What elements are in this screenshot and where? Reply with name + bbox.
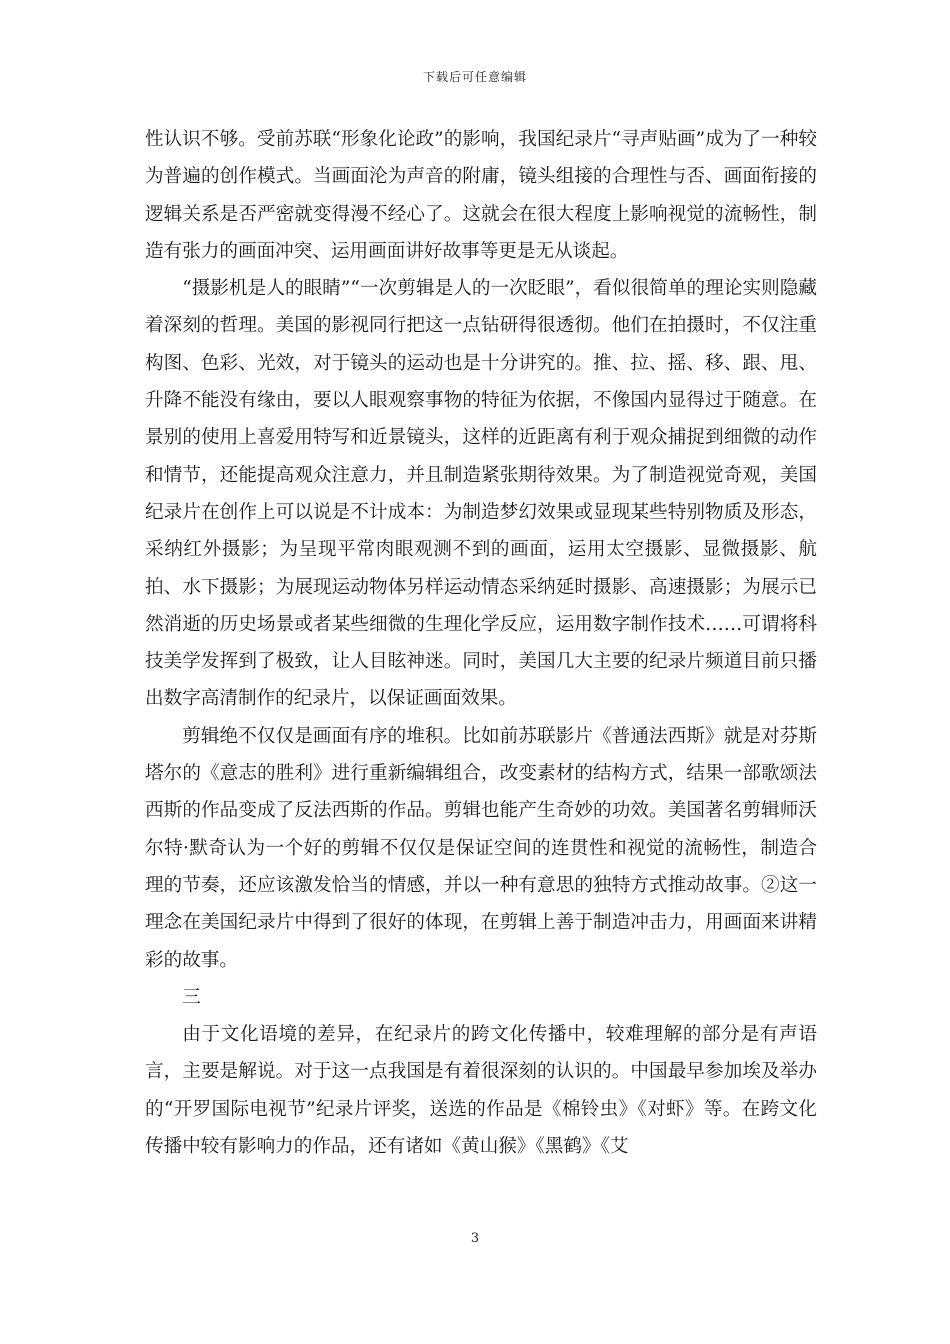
page-header: 下载后可任意编辑: [422, 70, 527, 84]
paragraph-4: 由于文化语境的差异，在纪录片的跨文化传播中，较难理解的部分是有声语言，主要是解说。对于这一点我国是有着很深刻的认识的。中国最早参加埃及举办的“开罗国际电视节”纪录片评奖，送选的作品是《棉铃虫》《对虾》等。在跨文化传播中较有影响力的作品，还有诸如《黄山猴》《黑鹤》《艾: [145, 1024, 817, 1158]
paragraph-3: 剪辑绝不仅仅是画面有序的堆积。比如前苏联影片《普通法西斯》就是对芬斯塔尔的《意志的胜利》进行重新编辑组合，改变素材的结构方式，结果一部歌颂法西斯的作品变成了反法西斯的作品。剪辑也能产生奇妙的功效。美国著名剪辑师沃尔特·默奇认为一个好的剪辑不仅仅是保证空间的连贯性和视觉的流畅性，制造合理的节奏，还应该激发恰当的情感，并以一种有意思的独特方式推动故事。②这一理念在美国纪录片中得到了很好的体现，在剪辑上善于制造冲击力，用画面来讲精彩的故事。: [145, 725, 817, 971]
document-body: [145, 121, 817, 1165]
page-number: 3: [470, 1231, 480, 1246]
paragraph-1: 性认识不够。受前苏联“形象化论政”的影响，我国纪录片“寻声贴画”成为了一种较为普遍的创作模式。当画面沦为声音的附庸，镜头组接的合理性与否、画面衔接的逻辑关系是否严密就变得漫不经心了。这就会在很大程度上影响视觉的流畅性，制造有张力的画面冲突、运用画面讲好故事等更是无从谈起。: [145, 129, 817, 262]
section-heading: 三: [182, 986, 201, 1008]
paragraph-2: “摄影机是人的眼睛”“一次剪辑是人的一次眨眼”，看似很简单的理论实则隐藏着深刻的哲理。美国的影视同行把这一点钻研得很透彻。他们在拍摄时，不仅注重构图、色彩、光效，对于镜头的运动也是十分讲究的。推、拉、摇、移、跟、甩、升降不能没有缘由，要以人眼观察事物的特征为依据，不像国内显得过于随意。在景别的使用上喜爱用特写和近景镜头，这样的近距离有利于观众捕捉到细微的动作和情节，还能提高观众注意力，并且制造紧张期待效果。为了制造视觉奇观，美国纪录片在创作上可以说是不计成本：为制造梦幻效果或显现某些特别物质及形态，采纳红外摄影；为呈现平常肉眼观测不到的画面，运用太空摄影、显微摄影、航拍、水下摄影；为展现运动物体另样运动情态采纳延时摄影、高速摄影；为展示已然消逝的历史场景或者某些细微的生理化学反应，运用数字制作技术……可谓将科技美学发挥到了极致，让人目眩神迷。同时，美国几大主要的纪录片频道目前只播出数字高清制作的纪录片，以保证画面效果。: [145, 278, 817, 710]
